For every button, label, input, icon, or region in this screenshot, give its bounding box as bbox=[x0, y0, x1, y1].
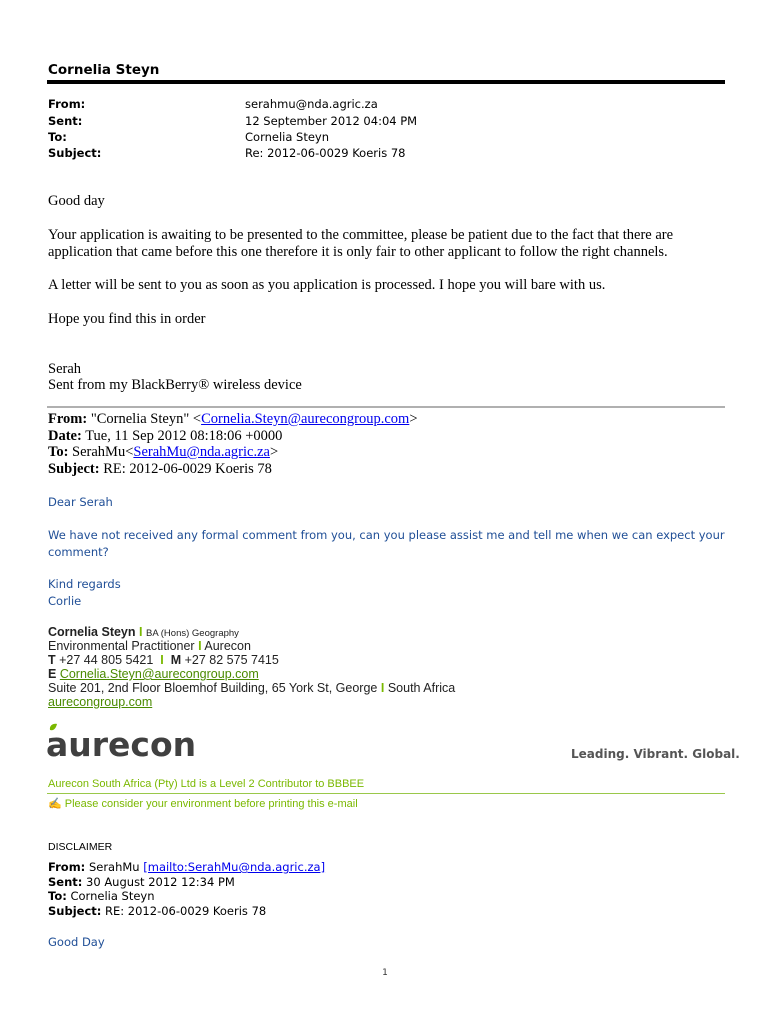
quote-divider bbox=[47, 406, 725, 408]
quoted-from-label: From: bbox=[48, 411, 88, 427]
disclaimer-label: DISCLAIMER bbox=[48, 841, 113, 853]
quoted-from-email-link[interactable]: Cornelia.Steyn@aurecongroup.com bbox=[201, 411, 410, 427]
quoted-body: We have not received any formal comment from you, can you please assist me and tell me when we can expect your comment? bbox=[48, 528, 725, 559]
reply-paragraph-2: A letter will be sent to you as soon as you application is processed. I hope you will bare with us. bbox=[48, 277, 606, 293]
quoted-from-close: > bbox=[409, 411, 418, 427]
signature-tel-label: T bbox=[48, 653, 56, 667]
signature-separator: I bbox=[198, 639, 202, 653]
older-sent-label: Sent: bbox=[48, 875, 83, 889]
environment-notice-row bbox=[48, 797, 358, 810]
older-to-row bbox=[48, 889, 155, 903]
signature-email-link[interactable]: Cornelia.Steyn@aurecongroup.com bbox=[59, 667, 259, 681]
signature-email-label: E bbox=[48, 667, 57, 681]
reply-signoff-name: Serah bbox=[48, 361, 82, 377]
quoted-subject-label: Subject: bbox=[48, 461, 100, 477]
older-from-label: From: bbox=[48, 860, 86, 874]
environment-notice: Please consider your environment before printing this e-mail bbox=[64, 798, 358, 810]
signature-separator: I bbox=[139, 625, 143, 639]
page-number: 1 bbox=[382, 968, 388, 978]
quoted-name: Corlie bbox=[48, 594, 82, 608]
older-from-mailto-link[interactable]: [mailto:SerahMu@nda.agric.za] bbox=[143, 860, 326, 874]
from-label: From: bbox=[48, 97, 86, 111]
signature-phone-row bbox=[48, 653, 279, 667]
quoted-from-name: "Cornelia Steyn" < bbox=[90, 411, 202, 427]
quoted-subject-row bbox=[48, 461, 272, 478]
sent-value: 12 September 2012 04:04 PM bbox=[245, 114, 418, 128]
quoted-greeting: Dear Serah bbox=[48, 495, 113, 509]
signature-mob: +27 82 575 7415 bbox=[184, 653, 279, 667]
signature-role: Environmental Practitioner bbox=[48, 639, 195, 653]
older-from-name: SerahMu bbox=[88, 860, 140, 874]
reply-paragraph-1: Your application is awaiting to be presented to the committee, please be patient due to the fact that there are application that came before this one therefore it is only fair to other applicant to follow the right channels. bbox=[48, 227, 674, 260]
brand-tagline: Leading. Vibrant. Global. bbox=[571, 747, 740, 761]
quoted-date-row bbox=[48, 428, 282, 445]
quoted-date-value: Tue, 11 Sep 2012 08:18:06 +0000 bbox=[85, 428, 283, 444]
quoted-to-row bbox=[48, 444, 278, 461]
sender-title: Cornelia Steyn bbox=[48, 62, 160, 78]
recycle-hand-icon: ✍ bbox=[48, 798, 62, 810]
header-rule bbox=[47, 80, 725, 84]
brand-divider bbox=[47, 793, 725, 794]
older-to-value: Cornelia Steyn bbox=[70, 889, 155, 903]
reply-greeting: Good day bbox=[48, 193, 105, 209]
older-subject-value: RE: 2012-06-0029 Koeris 78 bbox=[105, 904, 267, 918]
from-value: serahmu@nda.agric.za bbox=[245, 97, 378, 111]
signature-company: Aurecon bbox=[204, 639, 251, 653]
signature-tel: +27 44 805 5421 bbox=[59, 653, 154, 667]
signature-email-row bbox=[48, 667, 259, 681]
sent-label: Sent: bbox=[48, 114, 83, 128]
signature-website-link[interactable]: aurecongroup.com bbox=[48, 695, 153, 709]
quoted-to-email-link[interactable]: SerahMu@nda.agric.za bbox=[133, 444, 270, 460]
quoted-date-label: Date: bbox=[48, 428, 82, 444]
signature-address-row bbox=[48, 681, 455, 695]
reply-signoff-device: Sent from my BlackBerry® wireless device bbox=[48, 377, 302, 393]
to-value: Cornelia Steyn bbox=[245, 130, 330, 144]
older-from-row bbox=[48, 860, 325, 874]
older-to-label: To: bbox=[48, 889, 67, 903]
subject-value: Re: 2012-06-0029 Koeris 78 bbox=[245, 146, 406, 160]
older-subject-row bbox=[48, 904, 266, 918]
signature-address: Suite 201, 2nd Floor Bloemhof Building, 65 York St, George bbox=[48, 681, 378, 695]
to-label: To: bbox=[48, 130, 67, 144]
older-sent-row bbox=[48, 875, 235, 889]
older-sent-value: 30 August 2012 12:34 PM bbox=[86, 875, 235, 889]
logo-wordmark: aurecon bbox=[46, 725, 197, 762]
signature-mob-label: M bbox=[170, 653, 182, 667]
signature-website-row bbox=[48, 695, 152, 709]
signature-country: South Africa bbox=[387, 681, 456, 695]
older-subject-label: Subject: bbox=[48, 904, 102, 918]
signature-separator: I bbox=[380, 681, 385, 695]
signature-degree: BA (Hons) Geography bbox=[145, 628, 239, 639]
quoted-to-name: SerahMu< bbox=[72, 444, 134, 460]
aurecon-logo bbox=[46, 722, 206, 762]
reply-paragraph-3: Hope you find this in order bbox=[48, 311, 206, 327]
signature-separator: I bbox=[160, 653, 164, 667]
signature-name-row bbox=[48, 625, 239, 639]
quoted-from-row bbox=[48, 411, 418, 428]
quoted-regards: Kind regards bbox=[48, 577, 121, 591]
quoted-subject-value: RE: 2012-06-0029 Koeris 78 bbox=[103, 461, 272, 477]
signature-name: Cornelia Steyn bbox=[48, 625, 136, 639]
quoted-to-close: > bbox=[269, 444, 279, 460]
quoted-to-label: To: bbox=[48, 444, 69, 460]
subject-label: Subject: bbox=[48, 146, 102, 160]
older-greeting: Good Day bbox=[48, 935, 105, 949]
bbbee-notice: Aurecon South Africa (Pty) Ltd is a Level 2 Contributor to BBBEE bbox=[48, 778, 365, 790]
signature-role-row bbox=[48, 639, 251, 653]
